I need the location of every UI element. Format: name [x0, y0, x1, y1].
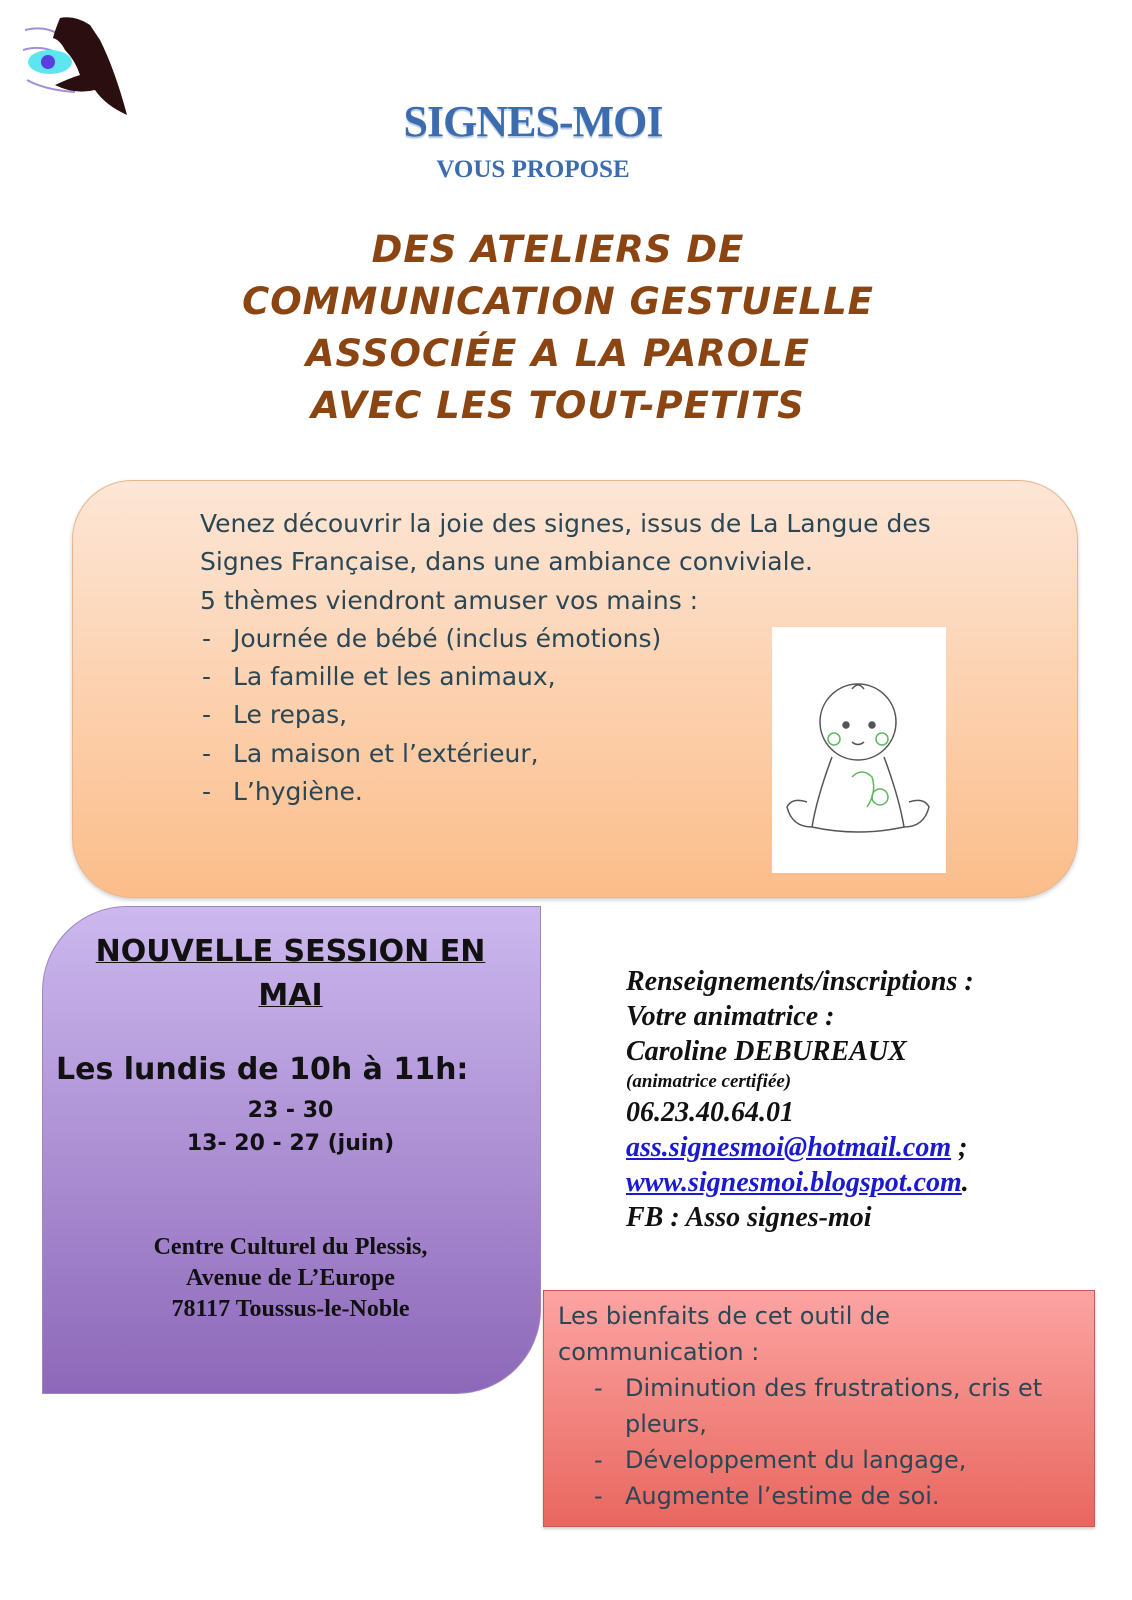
- date-line: 13- 20 - 27 (juin): [186, 1131, 395, 1156]
- theme-item: - La maison et l’extérieur,: [200, 735, 931, 773]
- session-title-line: NOUVELLE SESSION EN: [95, 934, 486, 969]
- address-line: Centre Culturel du Plessis,: [153, 1234, 428, 1260]
- benefit-item: - Développement du langage,: [592, 1442, 1042, 1478]
- contact-heading: Renseignements/inscriptions :: [626, 966, 974, 997]
- benefit-item: - Augmente l’estime de soi.: [592, 1478, 1042, 1514]
- intro-line: Signes Française, dans une ambiance conviviale.: [200, 547, 813, 577]
- contact-role: Votre animatrice :: [626, 1001, 835, 1032]
- address-line: 78117 Toussus-le-Noble: [171, 1296, 410, 1322]
- date-line: 23 - 30: [247, 1098, 334, 1123]
- theme-item: - Le repas,: [200, 696, 931, 734]
- theme-item: - L’hygiène.: [200, 773, 931, 811]
- session-days: Les lundis de 10h à 11h:: [56, 1052, 469, 1087]
- contact-facebook: FB : Asso signes-moi: [626, 1202, 872, 1233]
- brand-title: SIGNES-MOI: [403, 97, 663, 146]
- address-line: Avenue de L’Europe: [186, 1265, 395, 1291]
- theme-item: - La famille et les animaux,: [200, 658, 931, 696]
- brand-subtitle: VOUS PROPOSE: [436, 156, 630, 183]
- benefits-heading: communication :: [558, 1338, 760, 1366]
- benefit-item: - Diminution des frustrations, cris et: [592, 1370, 1042, 1406]
- contact-phone: 06.23.40.64.01: [626, 1097, 794, 1128]
- session-dates: [42, 1094, 539, 1160]
- benefits-heading: Les bienfaits de cet outil de: [558, 1302, 890, 1330]
- title-line: DES ATELIERS DE: [371, 228, 745, 271]
- session-title: [42, 930, 539, 1018]
- main-title: [0, 224, 1116, 432]
- title-line: AVEC LES TOUT-PETITS: [311, 384, 805, 427]
- baby-illustration: [772, 627, 946, 873]
- intro-line: 5 thèmes viendront amuser vos mains :: [200, 585, 699, 615]
- contact-block: [626, 964, 974, 1235]
- benefit-item-cont: pleurs,: [625, 1410, 707, 1438]
- session-address: [42, 1232, 539, 1325]
- website-link[interactable]: www.signesmoi.blogspot.com: [626, 1167, 962, 1198]
- email-link[interactable]: ass.signesmoi@hotmail.com: [626, 1132, 952, 1163]
- punctuation: .: [961, 1167, 969, 1198]
- contact-cert: (animatrice certifiée): [626, 1071, 792, 1092]
- title-line: COMMUNICATION GESTUELLE: [242, 280, 874, 323]
- punctuation: ;: [951, 1132, 968, 1163]
- theme-item: - Journée de bébé (inclus émotions): [200, 620, 931, 658]
- benefits-text: [558, 1298, 1042, 1514]
- title-line: ASSOCIÉE A LA PAROLE: [305, 332, 811, 375]
- session-title-line: MAI: [258, 978, 323, 1013]
- contact-name: Caroline DEBUREAUX: [626, 1036, 907, 1067]
- intro-line: Venez découvrir la joie des signes, issus de La Langue des: [200, 509, 931, 538]
